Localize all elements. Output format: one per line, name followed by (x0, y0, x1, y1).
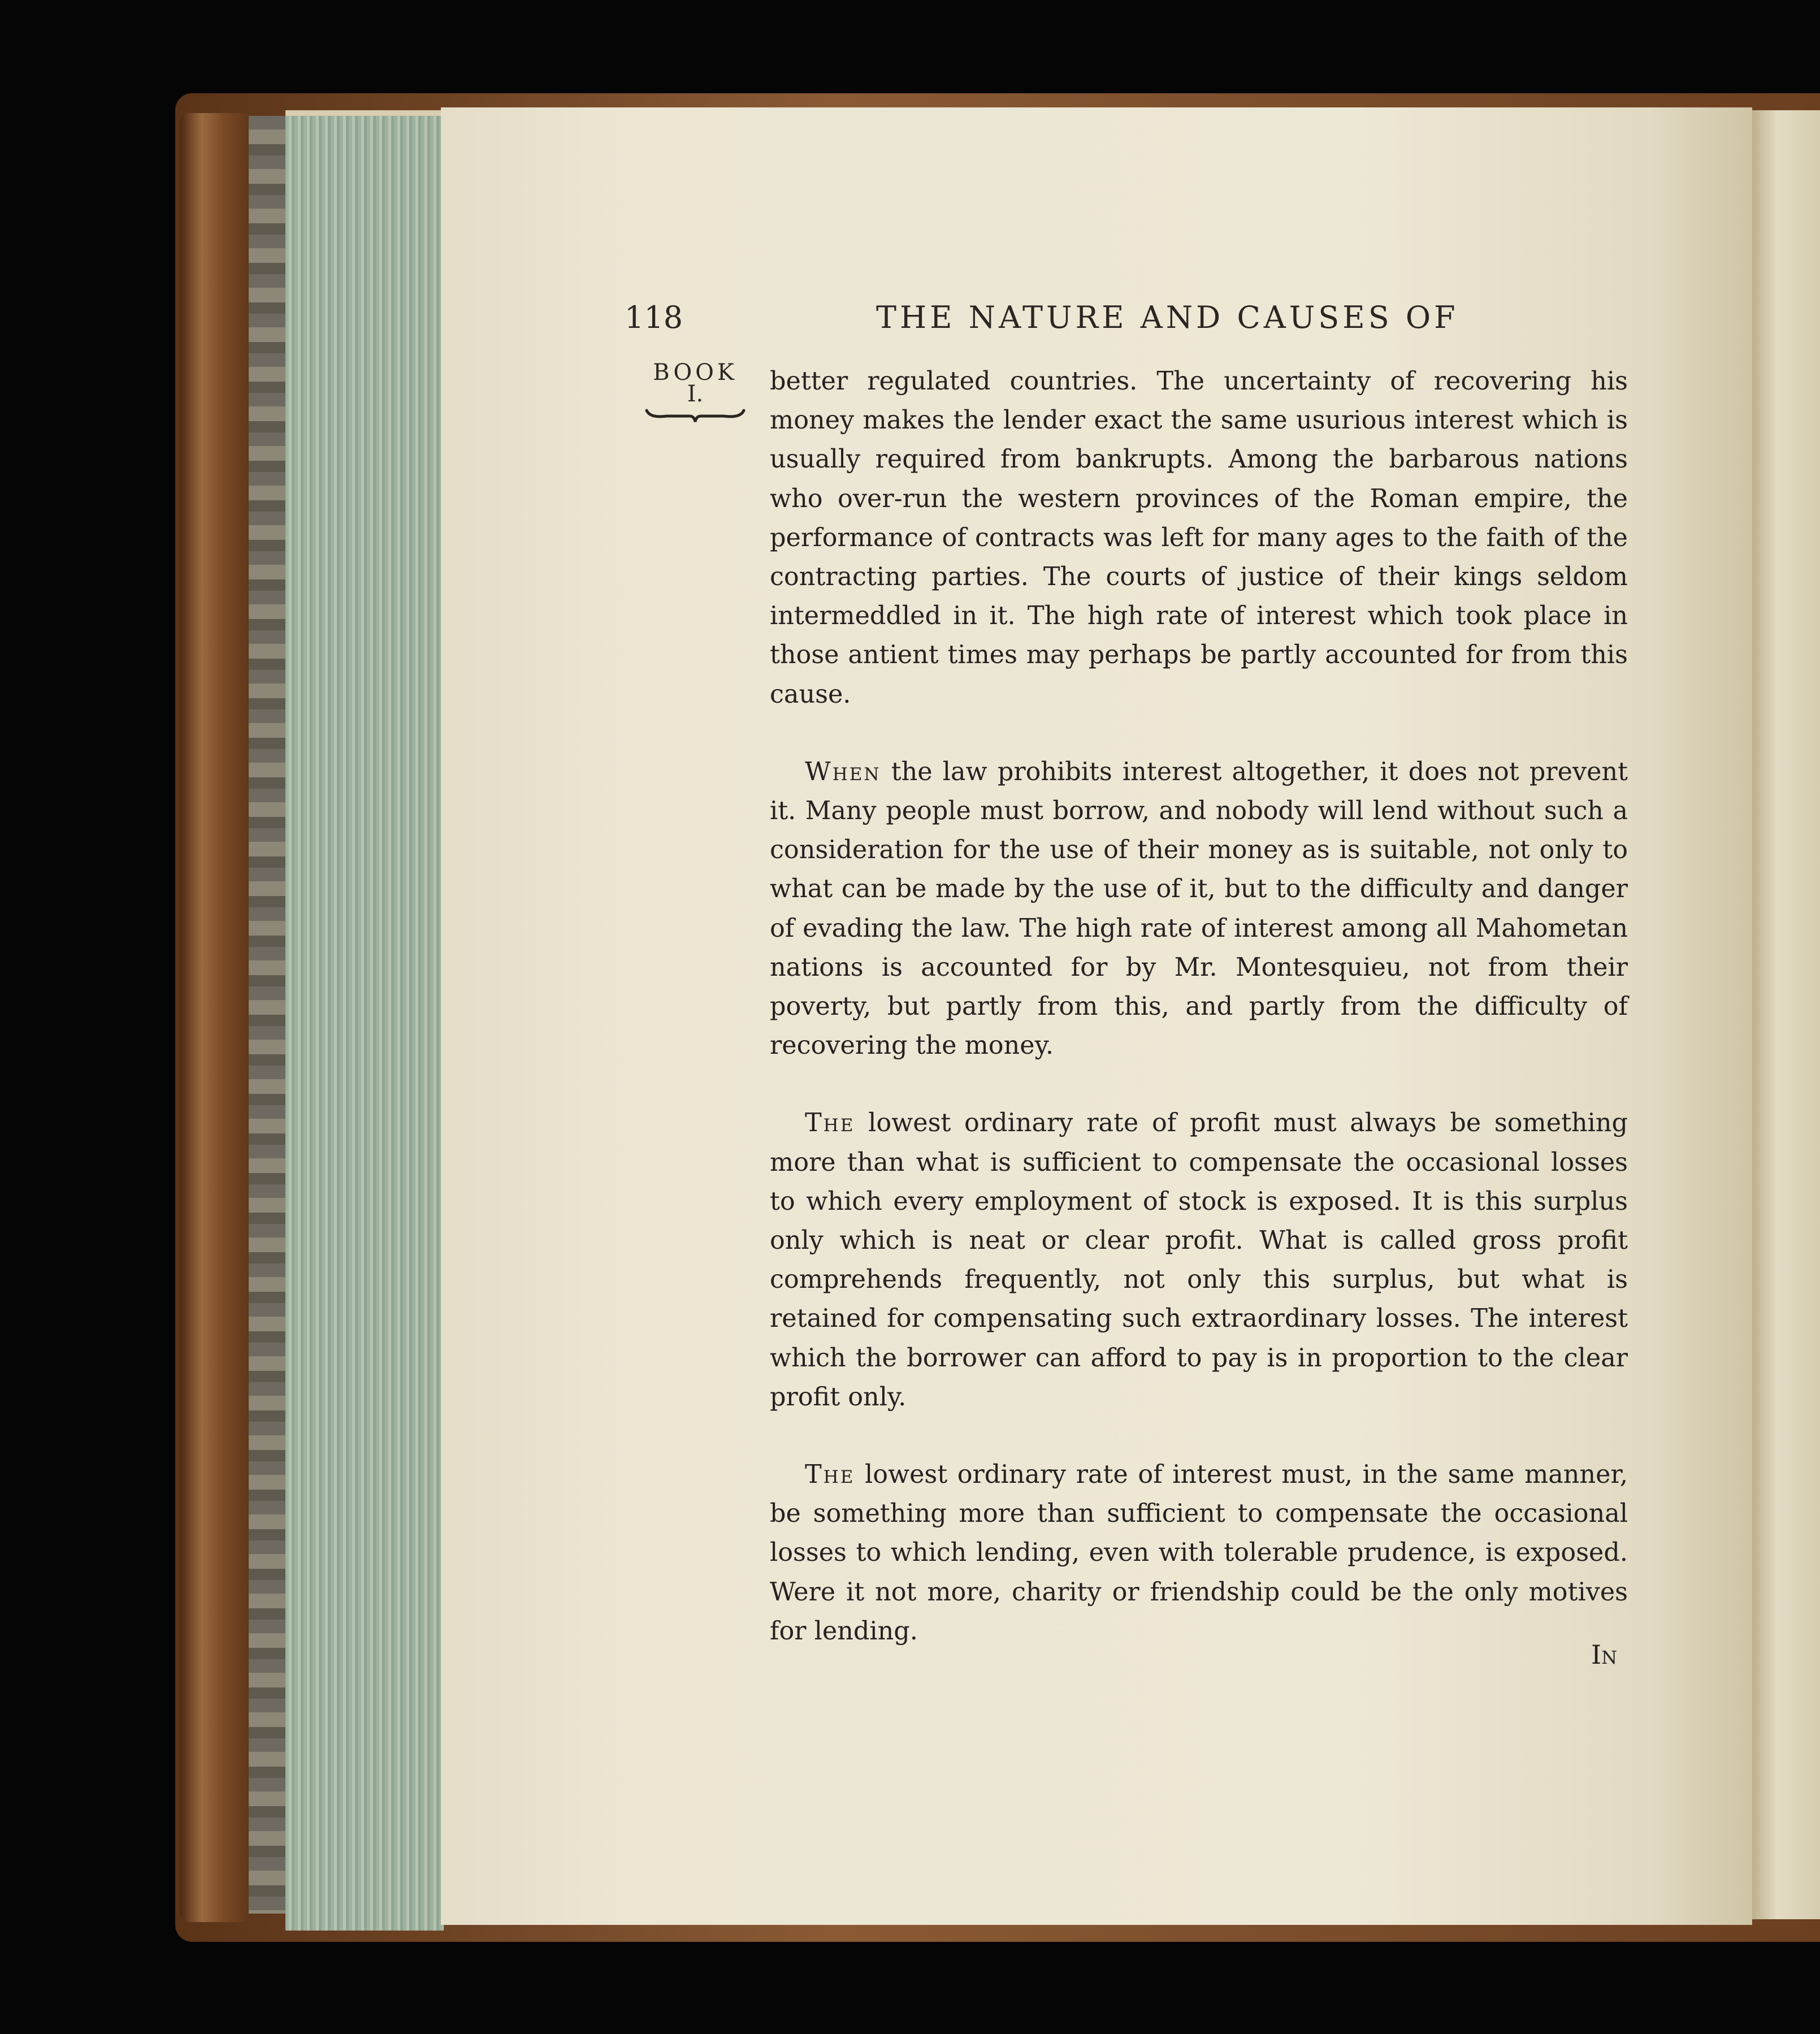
paragraph-lead: The (805, 1109, 855, 1138)
facing-page-edge (1749, 110, 1820, 1919)
paragraph-lead: When (805, 757, 881, 786)
paragraph (770, 362, 1628, 714)
margin-note-book: BOOK (653, 360, 738, 386)
paragraph-lead: The (805, 1460, 855, 1490)
margin-note (639, 362, 752, 423)
paragraph-text: better regulated countries. The uncertainty of recovering his money makes the lender exact the same usurious interest which is usually required from bankrupts. Among the barbarous nations who over-run the western provinces of the Roman empire, the performance of contracts was left for many ages to the faith of the contracting parties. The courts of justice of their kings seldom intermeddled in it. The high rate of interest which took place in those antient times may perhaps be partly accounted for from this cause. (770, 367, 1628, 709)
paragraph (770, 752, 1628, 1066)
catchword: In (1591, 1639, 1618, 1670)
page-number: 118 (625, 300, 683, 335)
paragraph-text: lowest ordinary rate of interest must, in the same manner, be something more than sufficient to compensate the occasional losses to which lending, even with tolerable prudence, is exposed. Were it not more, charity or friendship could be the only motives for lending. (770, 1460, 1628, 1646)
paragraph (770, 1455, 1628, 1651)
book-spine-edge (180, 113, 253, 1922)
page-edges (285, 110, 444, 1931)
brace-ornament (644, 406, 746, 423)
running-head (625, 300, 1659, 339)
paragraph-text: the law prohibits interest altogether, it does not prevent it. Many people must borrow, and nobody will lend without such a consideration for the use of their money as is suitable, not only to what can be made by the use of it, but to the difficulty and danger of evading the law. The high rate of interest among all Mahometan nations is accounted for by Mr. Montesquieu, not from their poverty, but partly from this, and partly from the difficulty of recovering the money. (770, 757, 1628, 1061)
marbled-endpaper (249, 116, 288, 1914)
body-text (770, 362, 1628, 1651)
margin-note-numeral: I. (687, 381, 704, 407)
running-title: THE NATURE AND CAUSES OF (876, 300, 1459, 335)
paragraph-text: lowest ordinary rate of profit must always be something more than what is sufficient to compensate the occasional losses to which every employment of stock is exposed. It is this surplus only which is neat or clear profit. What is called gross profit comprehends frequently, not only this surplus, but what is retained for compensating such extraordinary losses. The interest which the borrower can afford to pay is in proportion to the clear profit only. (770, 1109, 1628, 1412)
paragraph (770, 1103, 1628, 1417)
